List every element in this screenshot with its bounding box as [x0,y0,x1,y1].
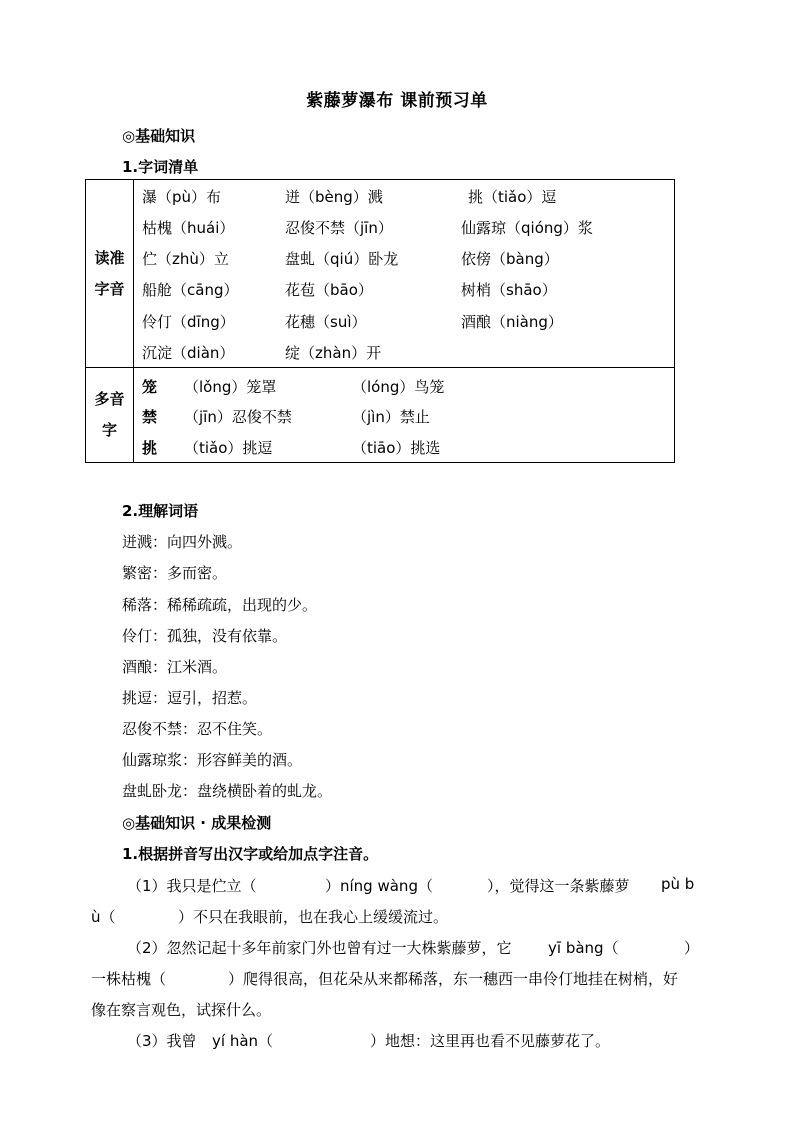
read-item: 仙露琼（qióng）浆 [461,219,593,237]
read-label-line-2: 字音 [94,279,125,298]
read-item: 花穗（suì） [285,313,367,331]
word-list-table [85,179,675,463]
exercise-text: ）地想：这里再也看不见藤萝花了。 [370,1032,611,1050]
read-item: 绽（zhàn）开 [285,344,382,362]
word-definition: 忍俊不禁：忍不住笑。 [122,720,273,738]
exercise-text: ù（ [91,908,116,926]
word-definition: 仙露琼浆：形容鲜美的酒。 [122,751,303,769]
read-item: 瀑（pù）布 [142,188,222,206]
word-definition: 稀落：稀稀疏疏，出现的少。 [122,596,318,614]
polyphone-label-cell [86,368,134,463]
read-item: 花苞（bāo） [285,281,373,299]
exercise-pinyin: yí hàn（ [212,1032,274,1050]
polyphone-reading: （tiāo）挑选 [352,439,441,457]
section-heading-basics: ◎基础知识 [122,127,196,145]
exercise-text: 一株枯槐（ [91,970,167,988]
polyphone-label-line-1: 多音 [94,390,125,408]
question-1-prompt: 1.根据拼音写出汉字或给加点字注音。 [122,845,379,863]
read-item: 树梢（shāo） [461,281,557,299]
read-item: 伶仃（dīng） [142,313,235,331]
read-item: 沉淀（diàn） [142,344,235,362]
exercise-text: ）爬得很高，但花朵从来都稀落，东一穗西一串伶仃地挂在树梢，好 [228,970,679,988]
read-item: 枯槐（huái） [142,219,235,237]
exercise-pinyin: yī bàng（ [548,939,619,957]
exercise-text: ） [684,939,700,957]
word-definition: 迸溅：向四外溅。 [122,533,243,551]
read-label-line-1: 读准 [94,248,125,267]
polyphone-label-line-2: 字 [101,421,117,439]
polyphone-reading: （tiǎo）挑逗 [184,439,273,457]
read-item: 迸（bèng）溅 [285,188,383,206]
word-definition: 繁密：多而密。 [122,564,228,582]
exercise-text: ）níng wàng（ [325,877,433,895]
section-heading-check: ◎基础知识 · 成果检测 [122,814,272,832]
exercise-text: （2）忽然记起十多年前家门外也曾有过一大株紫藤萝，它 [127,939,512,957]
read-item: 酒酿（niàng） [461,313,563,331]
exercise-pinyin: pù b [661,875,695,893]
word-definition: 伶仃：孤独，没有依靠。 [122,627,288,645]
polyphone-reading: （jīn）忍俊不禁 [184,408,292,426]
exercise-text: 像在察言观色，试探什么。 [91,1001,272,1019]
word-definition: 盘虬卧龙：盘绕横卧着的虬龙。 [122,782,333,800]
exercise-text: （1）我只是伫立（ [127,877,257,895]
page-title: 紫藤萝瀑布 课前预习单 [306,91,488,111]
polyphone-reading: （lǒng）笼罩 [184,378,277,396]
exercise-text: ）不只在我眼前，也在我心上缓缓流过。 [178,908,449,926]
subheading-word-list: 1.字词清单 [122,158,199,176]
read-item: 挑（tiǎo）逗 [468,188,557,206]
polyphone-content-cell [134,368,675,463]
polyphone-char: 禁 [142,408,158,426]
subheading-understand-words: 2.理解词语 [122,502,199,520]
polyphone-char: 挑 [142,439,158,457]
read-label-cell [86,180,134,368]
read-item: 盘虬（qiú）卧龙 [285,250,399,268]
read-item: 忍俊不禁（jīn） [285,219,393,237]
read-item: 伫（zhù）立 [142,250,229,268]
read-item: 依傍（bàng） [461,250,559,268]
word-definition: 挑逗：逗引，招惹。 [122,689,258,707]
exercise-text: （3）我曾 [127,1032,197,1050]
polyphone-reading: （lóng）鸟笼 [352,378,445,396]
polyphone-char: 笼 [142,378,158,396]
word-definition: 酒酿：江米酒。 [122,658,228,676]
read-content-cell [134,180,675,368]
read-item: 船舱（cāng） [142,281,239,299]
exercise-text: ），觉得这一条紫藤萝 [487,877,630,895]
polyphone-reading: （jìn）禁止 [352,408,430,426]
